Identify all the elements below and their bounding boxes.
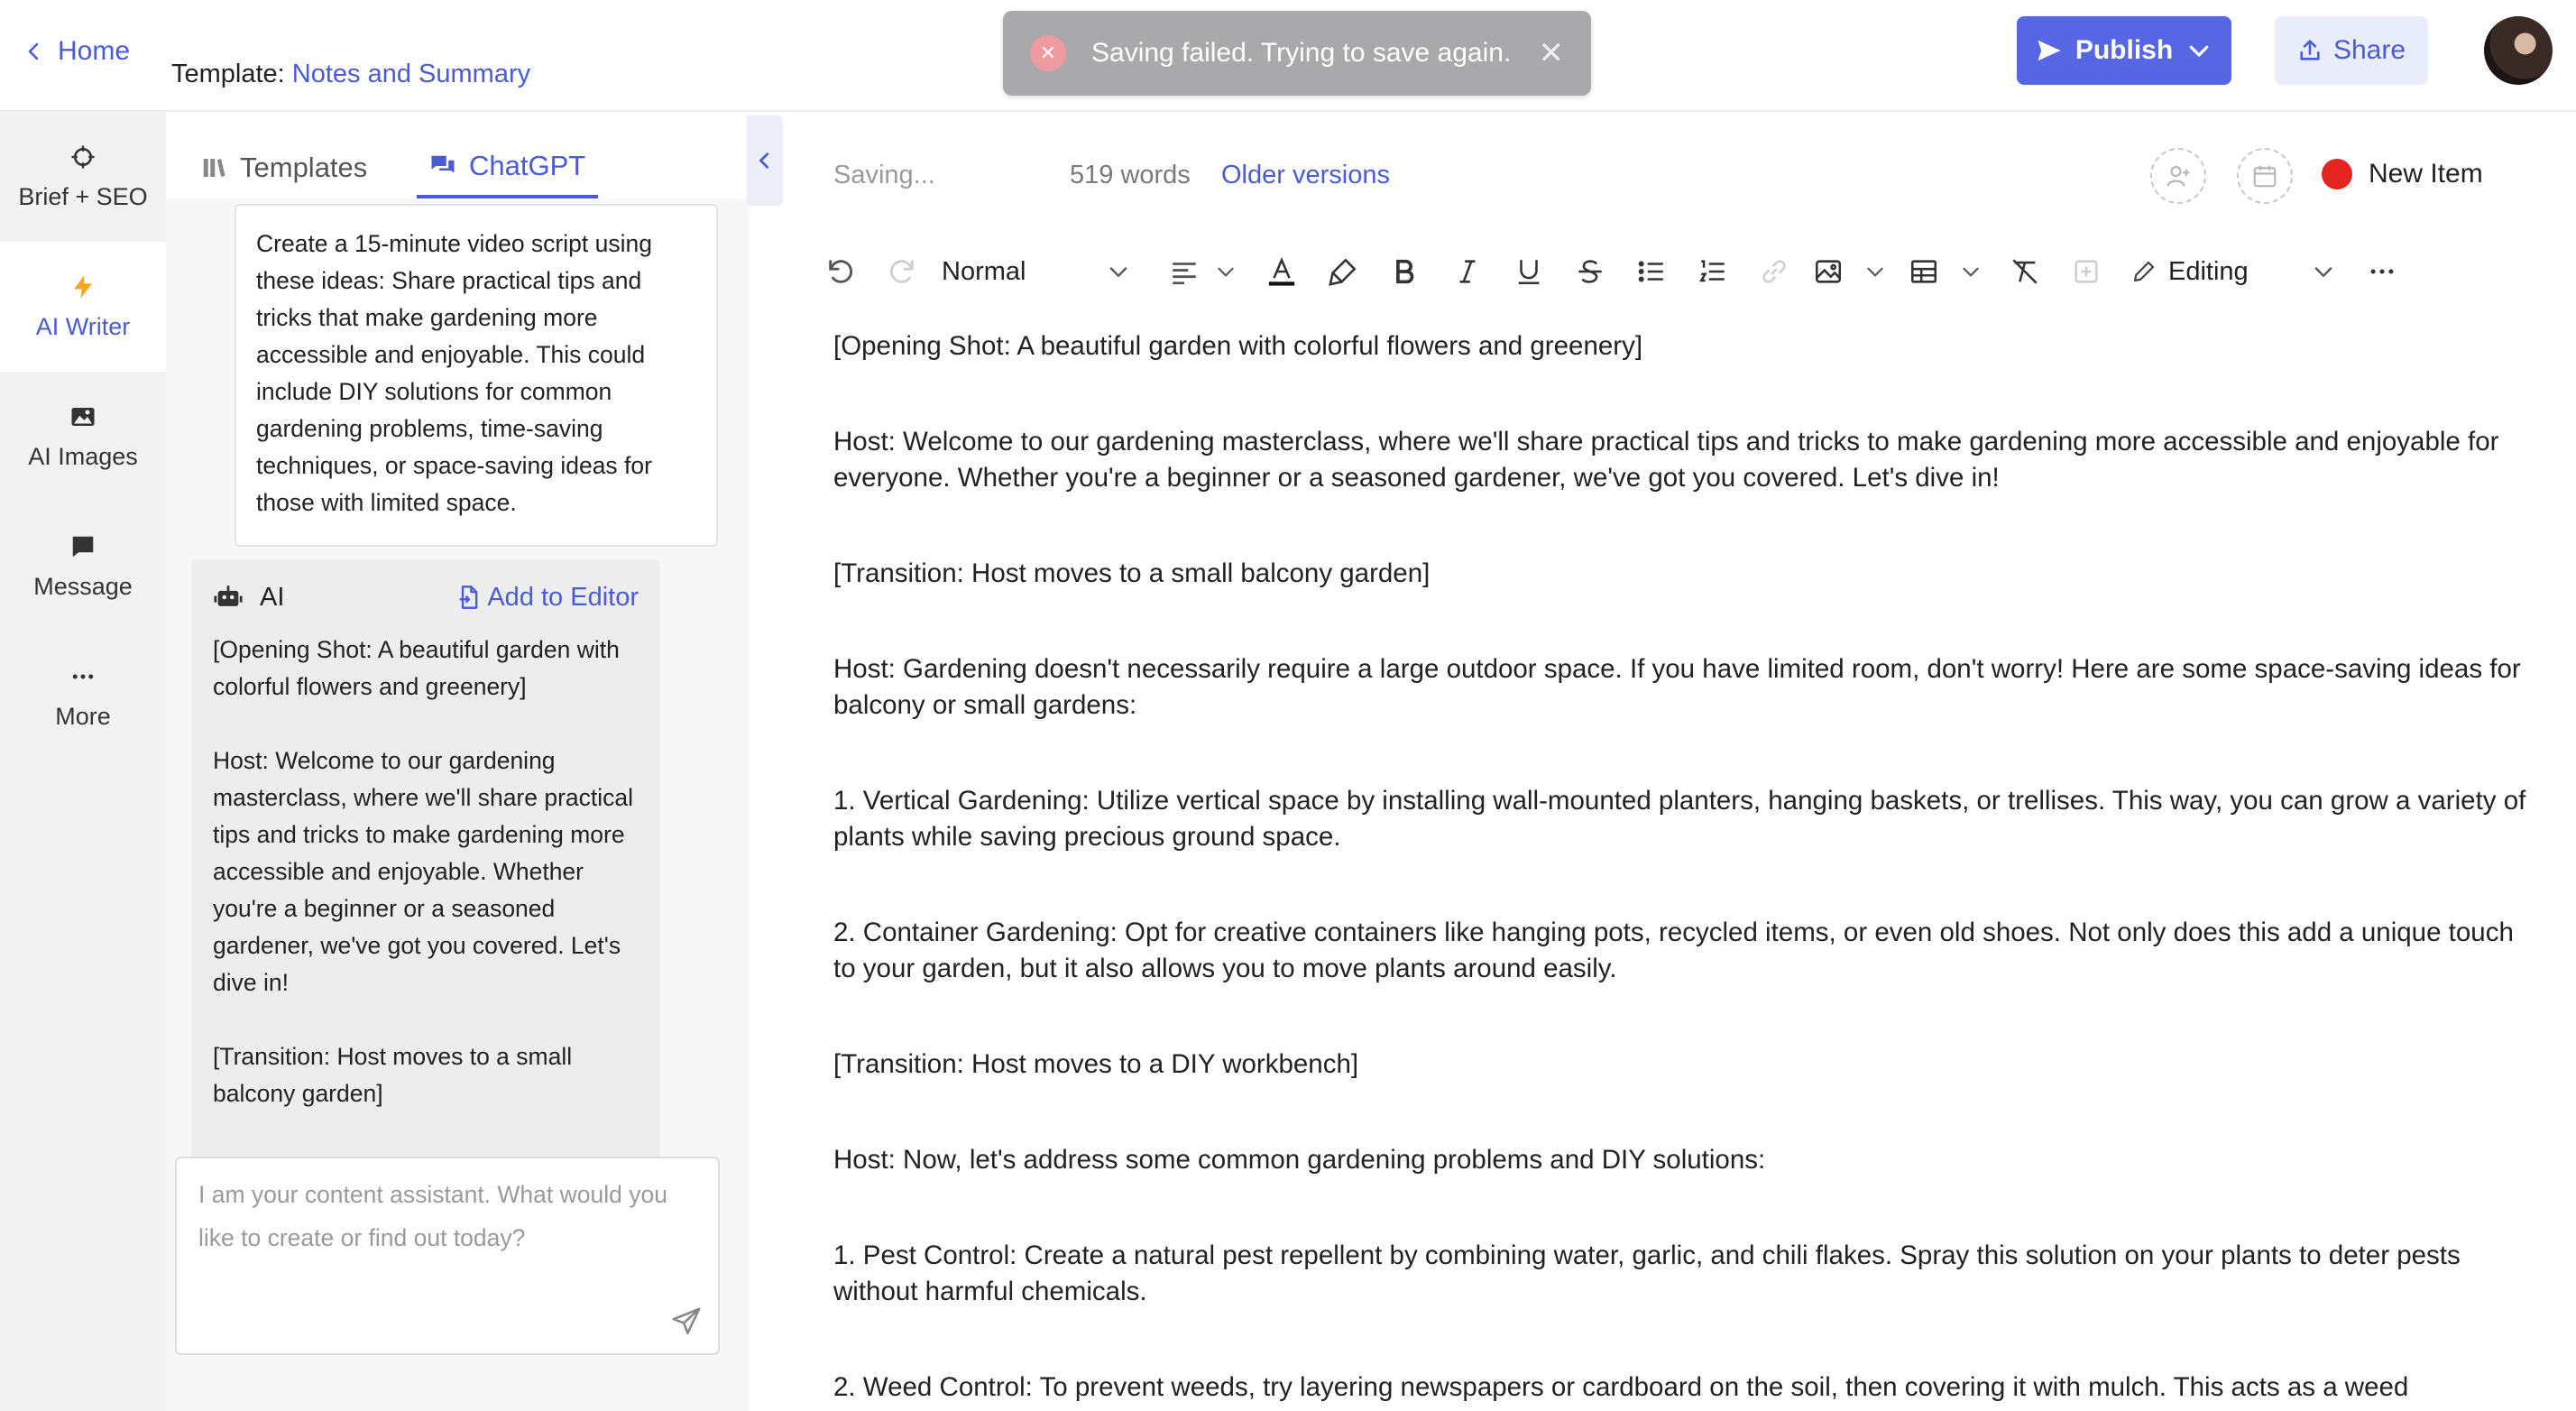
undo-button[interactable] (821, 244, 860, 300)
older-versions-link[interactable]: Older versions (1221, 160, 1390, 189)
panel-tabs (166, 112, 749, 198)
ai-response-paragraph: [Opening Shot: A beautiful garden with colorful flowers and greenery] (213, 636, 620, 700)
paragraph: 1. Vertical Gardening: Utilize vertical space by installing wall-mounted planters, hanging baskets, or trellises. This way, you can grow a variety of plants while saving precious ground space. (833, 786, 2526, 852)
ai-label: AI (260, 582, 285, 612)
undo-icon (825, 256, 856, 287)
paragraph: [Transition: Host moves to a DIY workbench] (833, 1049, 1359, 1079)
template-prefix: Template: (171, 60, 285, 88)
file-add-icon (456, 585, 482, 610)
chevron-down-icon (1214, 260, 1237, 283)
insert-table-select[interactable] (1909, 244, 1983, 300)
redo-button[interactable] (882, 244, 922, 300)
robot-icon (213, 582, 244, 613)
toast-message: Saving failed. Trying to save again. (1091, 38, 1512, 68)
user-prompt-card (235, 204, 718, 547)
style-select-value: Normal (942, 256, 1026, 286)
paragraph: Host: Gardening doesn't necessarily require a large outdoor space. If you have limited room, don't worry! Here are some space-saving ideas for balcony or small gardens: (833, 654, 2521, 720)
send-icon[interactable] (671, 1306, 702, 1337)
more-options-button[interactable] (2361, 244, 2403, 300)
add-to-editor-button[interactable] (456, 583, 639, 613)
numbered-list-button[interactable] (1692, 244, 1734, 300)
publish-button[interactable] (2017, 16, 2231, 85)
nav-item-ai-writer[interactable] (0, 242, 166, 372)
save-status: Saving... (833, 160, 935, 189)
chat-icon (429, 152, 456, 180)
clear-format-icon (2010, 256, 2040, 287)
chat-input-box (175, 1157, 720, 1355)
italic-icon (1452, 256, 1483, 287)
top-header (0, 0, 2576, 112)
publish-label: Publish (2075, 35, 2174, 65)
nav-item-more[interactable] (0, 632, 166, 761)
tab-label: Templates (240, 152, 368, 183)
paragraph: 2. Container Gardening: Opt for creative containers like hanging pots, recycled items, or even old shoes. Not only does this add a unique touch to your garden, but it also allows you to move plants around easily. (833, 918, 2514, 983)
tab-label: ChatGPT (469, 150, 586, 181)
library-icon (200, 154, 227, 181)
nav-item-message[interactable] (0, 502, 166, 632)
numbered-list-icon (1697, 256, 1728, 287)
nav-label: Message (33, 572, 133, 600)
error-icon: ✕ (1030, 35, 1066, 71)
chevron-left-icon (23, 41, 45, 62)
image-icon (69, 403, 97, 430)
save-error-toast (1003, 11, 1591, 96)
paragraph: 1. Pest Control: Create a natural pest repellent by combining water, garlic, and chili flakes. Spray this solution on your plants to deter pests without harmful chemicals. (833, 1240, 2461, 1306)
template-info (171, 60, 530, 89)
nav-label: AI Writer (35, 312, 131, 340)
strikethrough-icon (1575, 256, 1605, 287)
chat-bubble-icon (69, 533, 97, 560)
share-button[interactable] (2275, 16, 2428, 85)
chevron-down-icon (1863, 260, 1887, 283)
highlighter-icon (1328, 256, 1358, 287)
home-label: Home (58, 36, 131, 66)
home-link[interactable] (23, 36, 130, 67)
item-status-label: New Item (2369, 159, 2483, 189)
lightning-icon (69, 273, 97, 300)
nav-item-brief-seo[interactable] (0, 112, 166, 242)
paragraph: [Transition: Host moves to a small balcony garden] (833, 558, 1431, 588)
image-icon (1813, 256, 1844, 287)
nav-label: More (55, 702, 111, 730)
pencil-icon (2130, 258, 2157, 285)
editing-mode-label: Editing (2168, 256, 2249, 286)
paragraph: Host: Now, let's address some common gardening problems and DIY solutions: (833, 1145, 1766, 1175)
add-collaborator-button[interactable] (2150, 148, 2206, 204)
ai-response-header (213, 579, 639, 615)
bullet-list-icon (1636, 256, 1667, 287)
font-color-icon (1266, 256, 1297, 287)
underline-icon (1513, 256, 1544, 287)
bold-icon (1389, 256, 1420, 287)
align-select[interactable] (1169, 244, 1237, 300)
status-dot (2322, 159, 2352, 189)
comment-button[interactable] (2065, 244, 2107, 300)
tab-chatgpt[interactable] (417, 137, 598, 198)
template-name-link[interactable]: Notes and Summary (291, 60, 531, 88)
crosshair-icon (69, 143, 97, 171)
editing-mode-select[interactable] (2130, 244, 2336, 300)
collapse-panel-button[interactable] (747, 115, 783, 206)
text-color-button[interactable] (1259, 244, 1304, 300)
insert-image-select[interactable] (1813, 244, 1887, 300)
paragraph: 2. Weed Control: To prevent weeds, try layering newspapers or cardboard on the soil, then covering it with mulch. This acts as a weed (833, 1372, 2409, 1402)
user-avatar[interactable] (2484, 16, 2553, 85)
align-left-icon (1169, 256, 1200, 287)
chevron-left-icon (755, 151, 775, 171)
bold-button[interactable] (1384, 244, 1425, 300)
more-dots-icon (69, 663, 97, 690)
more-dots-icon (2367, 256, 2397, 287)
clear-format-button[interactable] (2004, 244, 2046, 300)
editor-toolbar (821, 244, 2535, 300)
toast-close-icon[interactable]: ✕ (1538, 36, 1564, 70)
editing-mode-value (2130, 257, 2249, 287)
upload-icon (2297, 38, 2323, 63)
user-plus-icon (2165, 162, 2192, 189)
chevron-down-icon (2311, 259, 2336, 284)
chevron-down-icon (2185, 37, 2213, 64)
bullet-list-button[interactable] (1631, 244, 1672, 300)
add-to-editor-label: Add to Editor (487, 582, 639, 612)
italic-button[interactable] (1447, 244, 1488, 300)
item-status[interactable] (2322, 159, 2483, 189)
assistant-panel (166, 112, 749, 1411)
left-nav (0, 112, 166, 1411)
highlight-button[interactable] (1320, 244, 1366, 300)
send-icon (2036, 37, 2063, 64)
link-button[interactable] (1753, 244, 1795, 300)
redo-icon (887, 256, 917, 287)
paragraph: [Opening Shot: A beautiful garden with colorful flowers and greenery] (833, 331, 1643, 361)
paragraph: Host: Welcome to our gardening masterclass, where we'll share practical tips and tricks to make gardening more accessible and enjoyable for everyone. Whether you're a beginner or a seasoned gardener, we've got you covered. Let's dive in! (833, 427, 2499, 493)
editor-area (794, 112, 2576, 1411)
calendar-icon (2251, 162, 2278, 189)
table-icon (1909, 256, 1939, 287)
add-comment-icon (2071, 256, 2102, 287)
paragraph-style-select[interactable] (942, 244, 1131, 300)
document-content[interactable] (833, 328, 2538, 1411)
chat-input[interactable] (177, 1158, 718, 1312)
word-count: 519 words (1070, 160, 1191, 189)
chevron-down-icon (1959, 260, 1983, 283)
underline-button[interactable] (1508, 244, 1550, 300)
editor-status-row (833, 157, 1390, 193)
strikethrough-button[interactable] (1569, 244, 1611, 300)
share-label: Share (2332, 35, 2406, 65)
link-icon (1759, 256, 1789, 287)
nav-item-ai-images[interactable] (0, 372, 166, 502)
nav-label: Brief + SEO (18, 182, 148, 210)
ai-response-paragraph: [Transition: Host moves to a small balcony garden] (213, 1043, 573, 1107)
chevron-down-icon (1106, 259, 1131, 284)
schedule-button[interactable] (2237, 148, 2293, 204)
ai-response-paragraph: Host: Welcome to our gardening masterclass, where we'll share practical tips and tricks to make gardening more accessible and enjoyable. Whether you're a beginner or a seasoned gardener, we've got you covered. Let's dive in! (213, 747, 634, 996)
prompt-text: Create a 15-minute video script using these ideas: Share practical tips and tricks that make gardening more accessible and enjoyable. This could include DIY solutions for common gardening problems, time-saving techniques, or space-saving ideas for those with limited space. (256, 230, 652, 516)
tab-templates[interactable] (200, 137, 367, 198)
nav-label: AI Images (28, 442, 138, 470)
